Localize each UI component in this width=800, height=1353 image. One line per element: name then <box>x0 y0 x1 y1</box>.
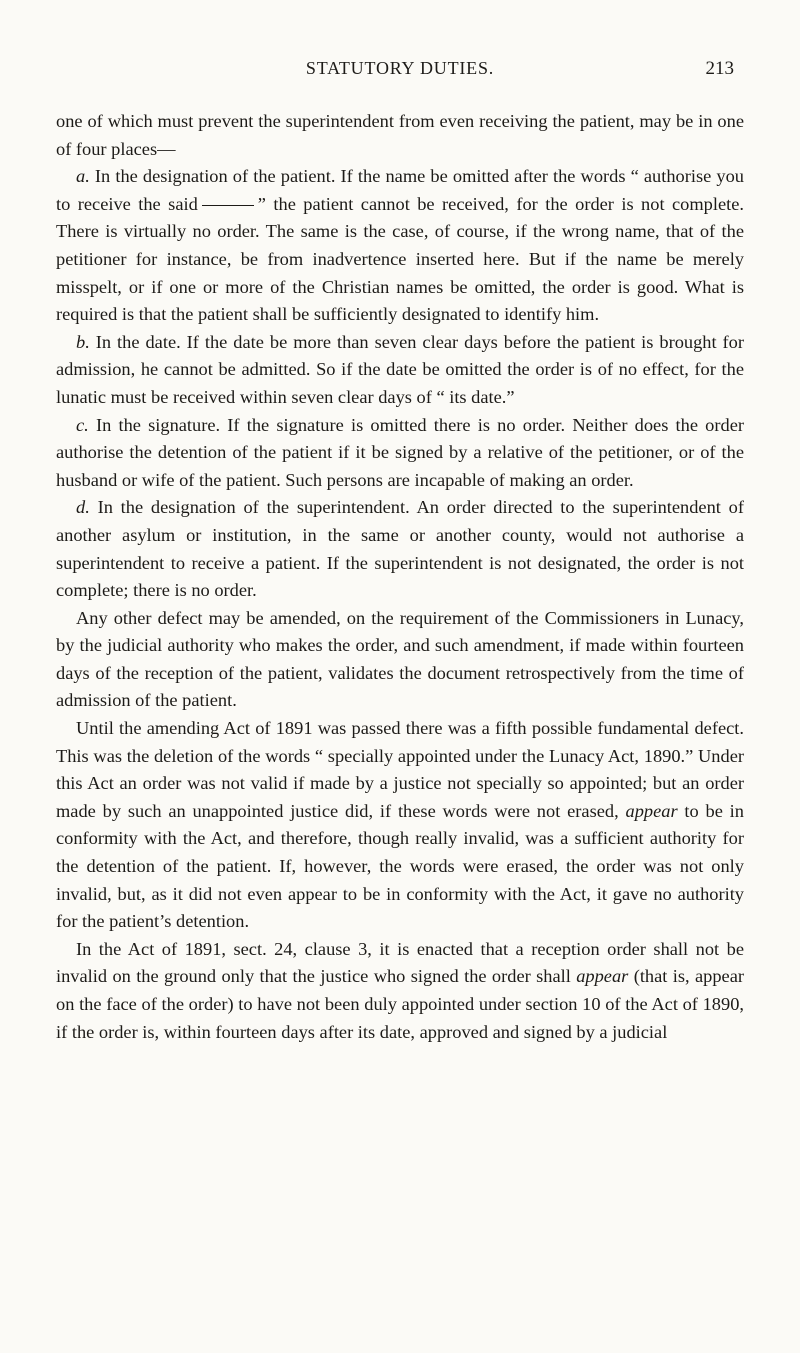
paragraph-act-1891 <box>56 936 744 1046</box>
list-label: b. <box>76 331 90 352</box>
paragraph-amendment <box>56 605 744 715</box>
paragraph-text: one of which must prevent the superintendent from even receiving the patient, may be in one of four places— <box>56 111 744 159</box>
emphasis-text: appear <box>576 966 629 987</box>
paragraph-d <box>56 494 744 604</box>
paragraph-text: Any other defect may be amended, on the requirement of the Commissioners in Lunacy, by the judicial authority who makes the order, and such amendment, if made within fourteen days of the reception of the patient, validates the document retrospectively from the time of admission of the patient. <box>56 607 744 711</box>
paragraph-fifth-defect <box>56 715 744 936</box>
paragraph-text: In the designation of the superintendent. An order directed to the superintendent of another asylum or institution, in the same or another county, would not authorise a superintendent to receive a patient. If the superintendent is not designated, the order is not complete; there is no order. <box>56 497 744 601</box>
paragraph-text: ” the patient cannot be received, for the order is not complete. There is virtually no order. The same is the case, of course, if the wrong name, that of the petitioner for instance, be from inadvertence inserted here. But if the name be merely misspelt, or if one or more of the Christian names be omitted, the order is good. What is required is that the patient shall be sufficiently designated to identify him. <box>56 193 744 325</box>
paragraph-text: In the date. If the date be more than seven clear days before the patient is brought for admission, he cannot be admitted. So if the date be omitted the order is of no effect, for the lunatic must be received within seven clear days of “ its date.” <box>56 331 744 407</box>
emphasis-text: appear <box>625 800 678 821</box>
page-number: 213 <box>705 58 734 79</box>
blank-line <box>202 205 254 206</box>
body-text <box>56 108 744 1046</box>
paragraph-b <box>56 329 744 412</box>
running-head <box>56 58 744 88</box>
list-label: a. <box>76 166 90 187</box>
running-title: STATUTORY DUTIES. <box>305 58 495 78</box>
paragraph-text: Until the amending Act of 1891 was passed there was a fifth possible fundamental defect. This was the deletion of the words “ specially appointed under the Lunacy Act, 1890.” Under this Act an order was not valid if made by a justice not specially so appointed; but an order made by such an unappointed justice did, if these words were not erased, <box>56 718 744 821</box>
paragraph-continuation <box>56 108 744 163</box>
paragraph-a <box>56 163 744 329</box>
paragraph-text: In the Act of 1891, sect. 24, clause 3, it is enacted that a reception order shall not be invalid on the ground only that the justice who signed the order shall <box>56 938 744 987</box>
list-label: c. <box>76 414 89 435</box>
paragraph-text: (that is, appear on the face of the order) to have not been duly appointed under section 10 of the Act of 1890, if the order is, within fourteen days after its date, approved and signed by a judicial <box>56 966 744 1042</box>
paragraph-text: In the signature. If the signature is omitted there is no order. Neither does the order authorise the detention of the patient if it be signed by a relative of the petitioner, or of the husband or wife of the patient. Such persons are incapable of making an order. <box>56 414 744 490</box>
paragraph-text: to be in conformity with the Act, and therefore, though really invalid, was a sufficient authority for the detention of the patient. If, however, the words were erased, the order was not only invalid, but, as it did not even appear to be in conformity with the Act, it gave no authority for the patient’s detention. <box>56 800 744 932</box>
list-label: d. <box>76 497 90 518</box>
paragraph-text: In the designation of the patient. If the name be omitted after the words “ authorise you to receive the said <box>56 166 744 214</box>
paragraph-c <box>56 412 744 495</box>
